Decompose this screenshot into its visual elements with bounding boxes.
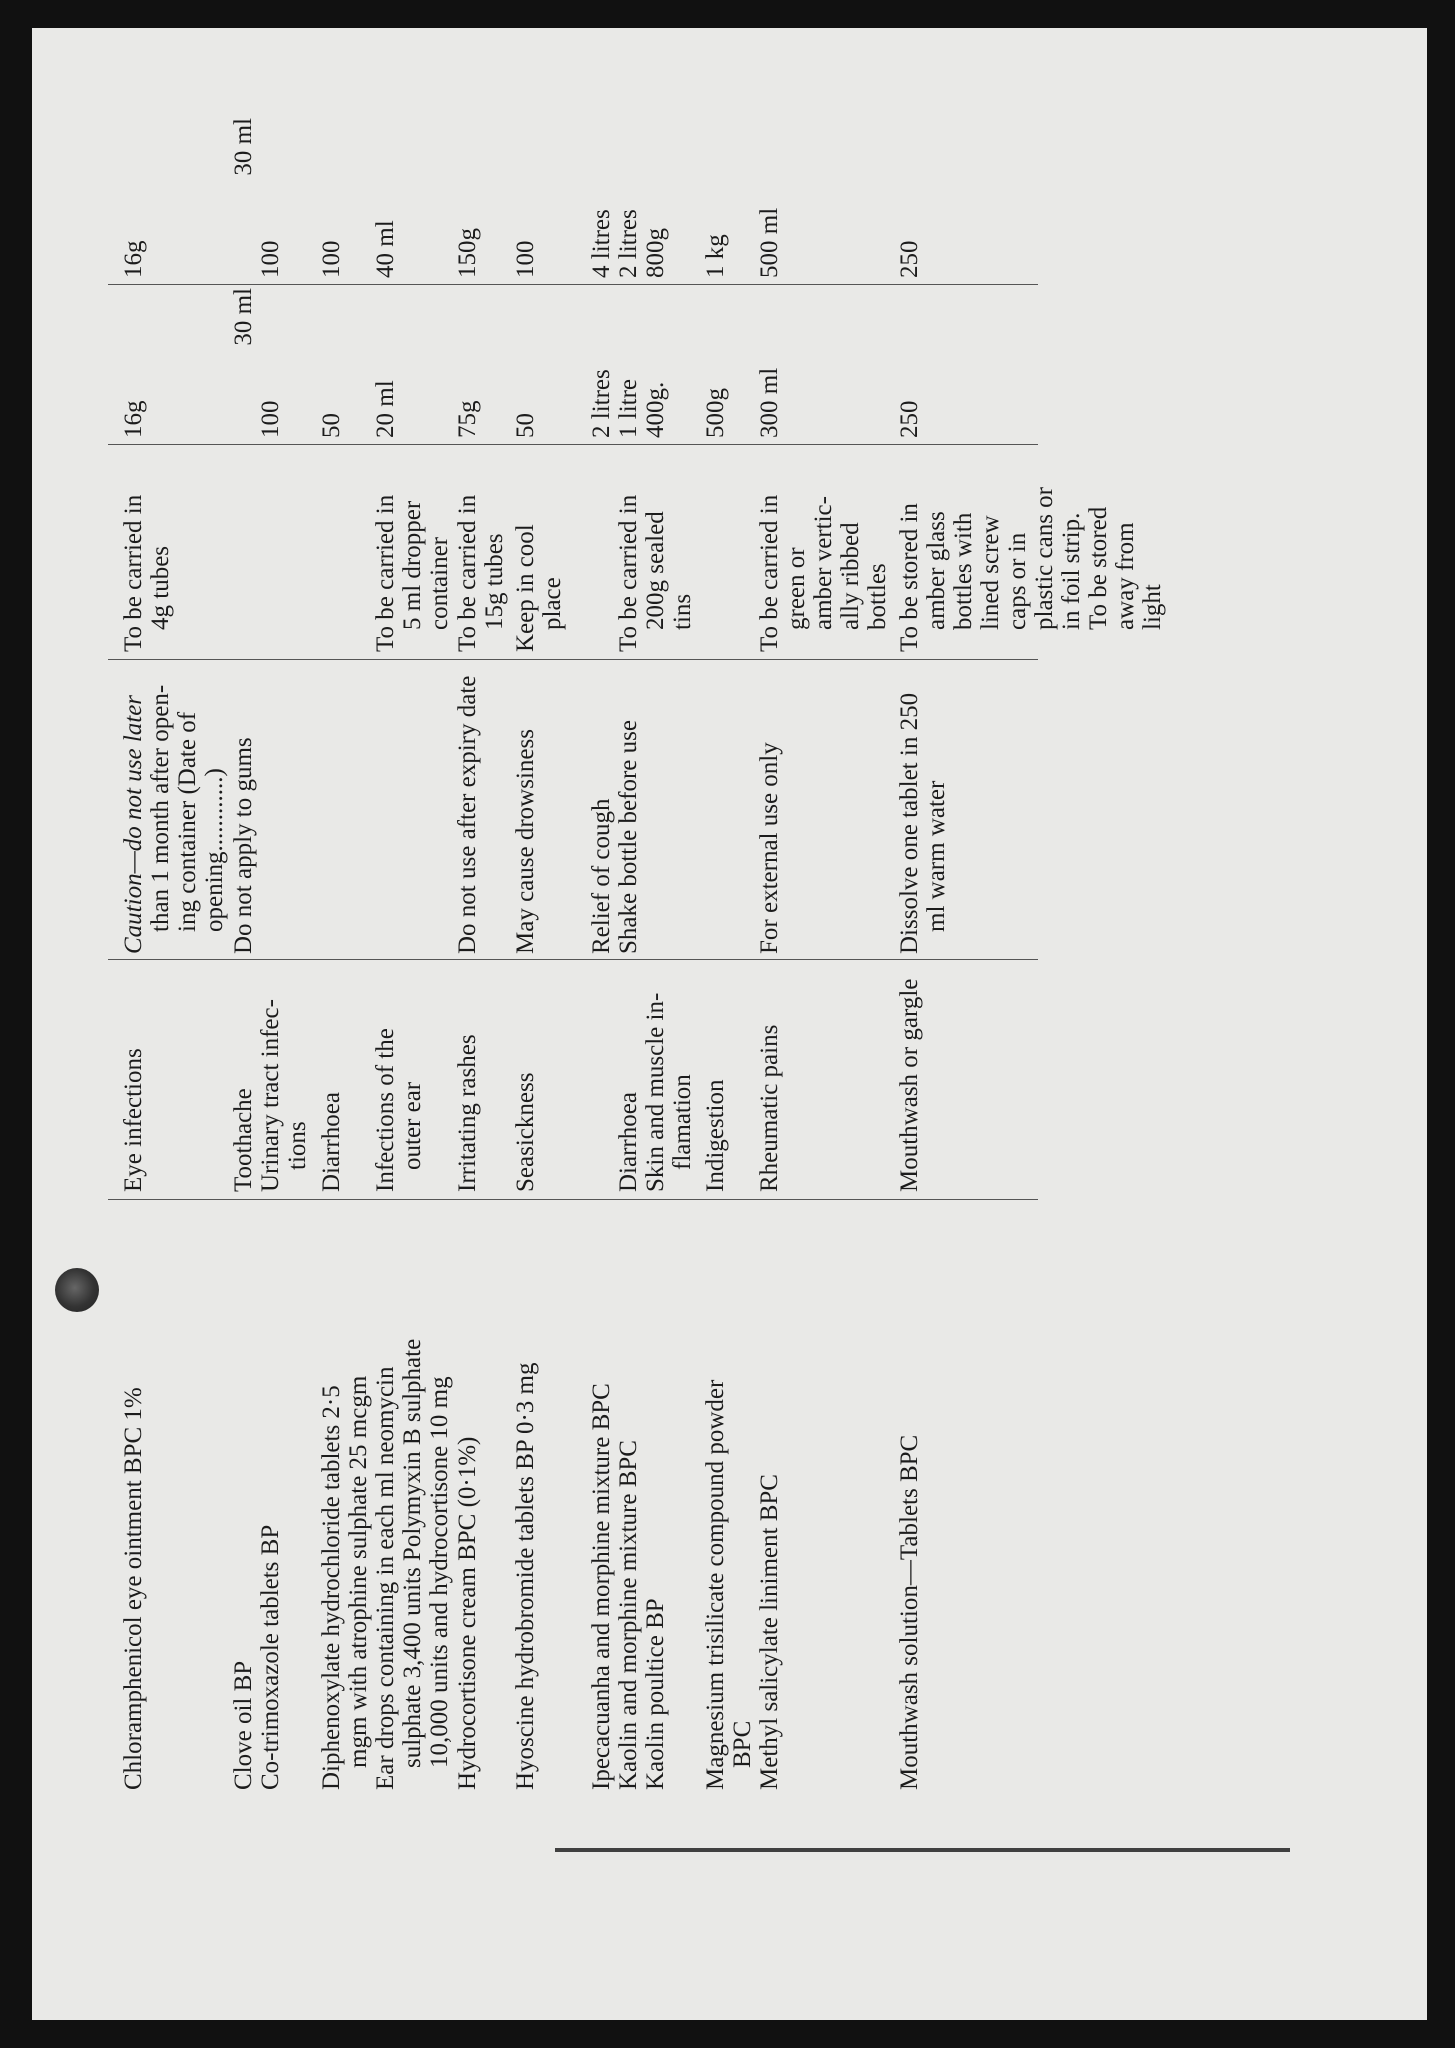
indication: Mouthwash or gargle <box>896 978 923 1192</box>
drug-name: Diphenoxylate hydrochloride tablets 2·5 mgm with atrophine sulphate 25 mcgm <box>318 1375 372 1790</box>
quantity-2: 40 ml <box>372 220 399 278</box>
quantity-1: 500g <box>702 388 729 438</box>
drug-name: Ear drops containing in each ml neomycin sulphate 3,400 units Polymyxin B sulphate 10,000 units and hydrocortisone 10 mg <box>372 1338 453 1790</box>
drug-name: Chloramphenicol eye ointment BPC 1% <box>120 1387 147 1790</box>
column-rule <box>108 659 1038 660</box>
indication: Irritating rashes <box>454 1034 481 1192</box>
drug-name: Mouthwash solution—Tablets BPC <box>896 1434 923 1790</box>
column-rule <box>108 1199 1038 1200</box>
storage: To be carried in 5 ml dropper container <box>372 494 453 652</box>
quantity-1: 250 <box>896 400 923 438</box>
quantity-2: 250 <box>896 240 923 278</box>
quantity-1: 16g <box>120 400 147 438</box>
quantity-2: 4 litres 2 litres 800g <box>588 209 669 278</box>
storage: To be carried in 15g tubes <box>454 494 508 652</box>
indication: Infections of the outer ear <box>372 1028 426 1192</box>
drug-name: Methyl salicylate liniment BPC <box>756 1474 783 1790</box>
quantity-1: 50 <box>318 413 345 438</box>
label-instruction: For external use only <box>756 742 783 954</box>
drug-name: Hyoscine hydrobromide tablets BP 0·3 mg <box>512 1362 539 1790</box>
indication: Eye infections <box>120 1048 147 1192</box>
quantity-1: 20 ml <box>372 380 399 438</box>
drug-name: Clove oil BP Co-trimoxazole tablets BP <box>230 1524 284 1790</box>
quantity-2: 100 <box>318 240 345 278</box>
drug-name: Ipecacuanha and morphine mixture BPC Kaolin and morphine mixture BPC Kaolin poultice BP <box>588 1383 669 1790</box>
punch-hole <box>55 1268 99 1312</box>
quantity-2: 500 ml <box>756 207 783 278</box>
column-rule <box>108 959 1038 960</box>
label-instruction: Do not apply to gums <box>230 737 257 954</box>
quantity-2: 100 <box>512 240 539 278</box>
column-rule <box>108 444 1038 445</box>
indication: Diarrhoea <box>318 1092 345 1192</box>
drug-name: Magnesium trisilicate compound powder BPC <box>702 1379 756 1790</box>
quantity-1: 75g <box>454 400 481 438</box>
column-rule <box>108 284 1038 285</box>
label-instruction: May cause drowsiness <box>512 729 539 954</box>
quantity-2: 1 kg <box>702 234 729 278</box>
drug-name: Hydrocortisone cream BPC (0·1%) <box>454 1436 481 1790</box>
storage: To be stored in amber glass bottles with lined screw caps or in plastic cans or in foil strip. To be stored away from light <box>896 486 1166 652</box>
storage: To be carried in green or amber vertic- ally ribbed bottles <box>756 494 891 652</box>
indication: Indigestion <box>702 1079 729 1192</box>
storage: To be carried in 4g tubes <box>120 494 174 652</box>
quantity-2: 16g <box>120 240 147 278</box>
label-instruction: Do not use after expiry date <box>454 675 481 954</box>
storage: Keep in cool place <box>512 524 566 652</box>
label-instruction: Relief of cough Shake bottle before use <box>588 720 642 954</box>
quantity-1: 50 <box>512 413 539 438</box>
indication: Seasickness <box>512 1072 539 1192</box>
drug-table <box>120 70 1166 1790</box>
label-instruction: Dissolve one tablet in 250 ml warm water <box>896 692 950 954</box>
quantity-1: 2 litres 1 litre 400g. <box>588 369 669 438</box>
page-rule <box>555 1848 1290 1852</box>
indication: Rheumatic pains <box>756 1024 783 1192</box>
label-instruction: Caution—do not use later than 1 month after open- ing container (Date of opening............) <box>120 684 228 954</box>
quantity-1: 300 ml <box>756 367 783 438</box>
storage: To be carried in 200g sealed tins <box>615 494 696 652</box>
indication: Toothache Urinary tract infec- tions <box>230 999 311 1192</box>
quantity-1: 30 ml 100 <box>230 288 284 438</box>
quantity-2: 30 ml 100 <box>230 118 284 278</box>
quantity-2: 150g <box>454 228 481 278</box>
indication: Diarrhoea Skin and muscle in- flamation <box>615 992 696 1192</box>
